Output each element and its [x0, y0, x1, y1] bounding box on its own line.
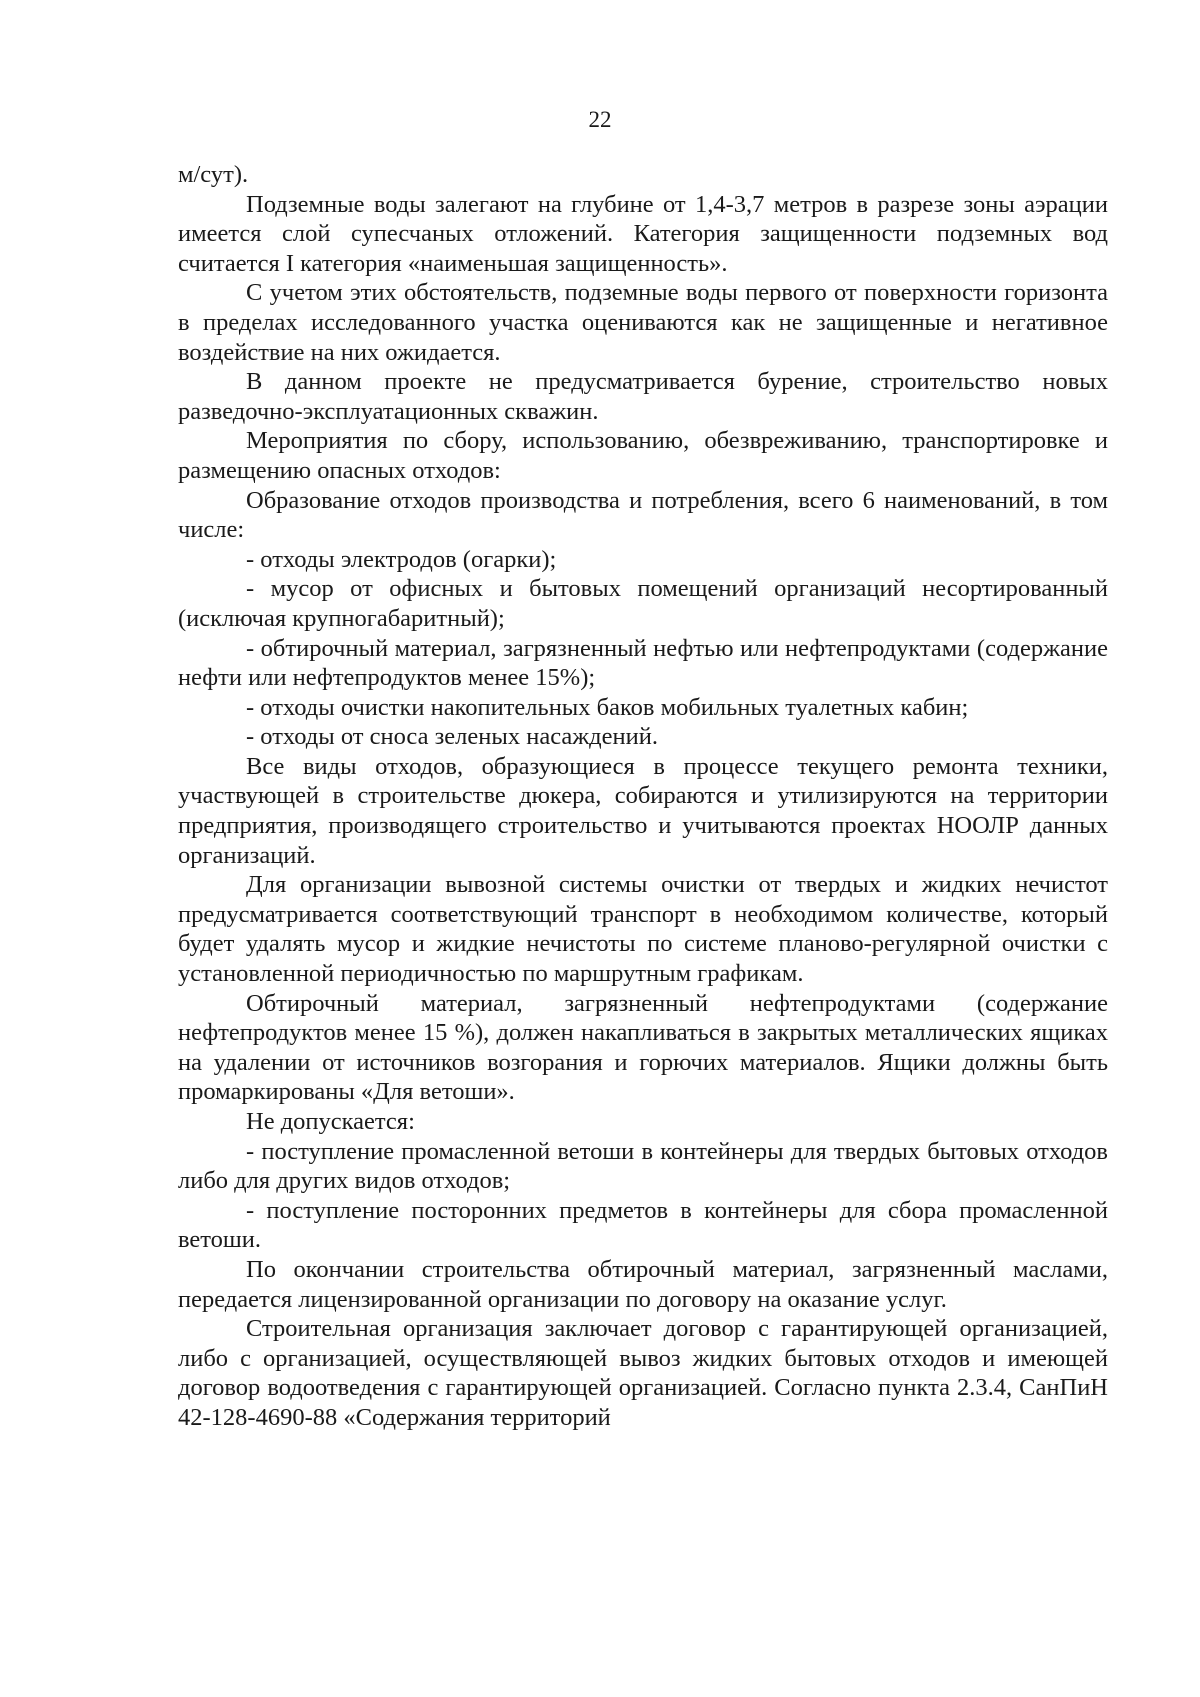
list-item: - мусор от офисных и бытовых помещений организаций несортированный (исключая крупногабаритный); — [178, 575, 1108, 632]
paragraph-waste-measures: Мероприятия по сбору, использованию, обезвреживанию, транспортировке и размещению опасных отходов: — [178, 427, 1108, 484]
list-item: - поступление промасленной ветоши в контейнеры для твердых бытовых отходов либо для других видов отходов; — [178, 1137, 1108, 1195]
paragraph-not-allowed: Не допускается: — [246, 1108, 415, 1135]
paragraph-groundwater-depth: Подземные воды залегают на глубине от 1,4-3,7 метров в разрезе зоны аэрации имеется слой супесчаных отложений. Категория защищенности подземных вод считается I категория «наименьшая защищенность». — [178, 190, 1108, 277]
paragraph-end-of-construction: По окончании строительства обтирочный материал, загрязненный маслами, передается лицензированной организации по договору на оказание услуг. — [178, 1255, 1108, 1313]
list-item: - отходы очистки накопительных баков мобильных туалетных кабин; — [246, 693, 969, 721]
list-item: - поступление посторонних предметов в контейнеры для сбора промасленной ветоши. — [178, 1196, 1108, 1254]
paragraph-waste-generation: Образование отходов производства и потребления, всего 6 наименований, в том числе: — [178, 486, 1108, 544]
list-item: - отходы от сноса зеленых насаждений. — [246, 723, 658, 751]
document-body — [178, 160, 1108, 1433]
paragraph-no-drilling: В данном проекте не предусматривается бурение, строительство новых разведочно-эксплуатационных скважин. — [178, 368, 1108, 425]
page-number: 22 — [588, 107, 612, 132]
paragraph-continuation: м/сут). — [178, 161, 249, 188]
list-item: - отходы электродов (огарки); — [246, 545, 557, 573]
paragraph-repair-waste: Все виды отходов, образующиеся в процессе текущего ремонта техники, участвующей в строительстве дюкера, собираются и утилизируются на территории предприятия, производящего строительство и учитываются проектах НООЛР данных организаций. — [178, 752, 1108, 869]
paragraph-contract: Строительная организация заключает договор с гарантирующей организацией, либо с организацией, осуществляющей вывоз жидких бытовых отходов и имеющей договор водоотведения с гарантирующей организацией. Согласно пункта 2.3.4, СанПиН 42-128-4690-88 «Содержания территорий — [178, 1315, 1108, 1431]
list-item: - обтирочный материал, загрязненный нефтью или нефтепродуктами (содержание нефти или нефтепродуктов менее 15%); — [178, 634, 1108, 692]
paragraph-rag-storage: Обтирочный материал, загрязненный нефтепродуктами (содержание нефтепродуктов менее 15 %), должен накапливаться в закрытых металлических ящиках на удалении от источников возгорания и горючих материалов. Ящики должны быть промаркированы «Для ветоши». — [178, 989, 1108, 1106]
paragraph-groundwater-protection: С учетом этих обстоятельств, подземные воды первого от поверхности горизонта в пределах исследованного участка оцениваются как не защищенные и негативное воздействие на них ожидается. — [178, 279, 1108, 366]
paragraph-removal-system: Для организации вывозной системы очистки от твердых и жидких нечистот предусматривается соответствующий транспорт в необходимом количестве, который будет удалять мусор и жидкие нечистоты по системе планово-регулярной очистки с установленной периодичностью по маршрутным графикам. — [178, 871, 1108, 988]
